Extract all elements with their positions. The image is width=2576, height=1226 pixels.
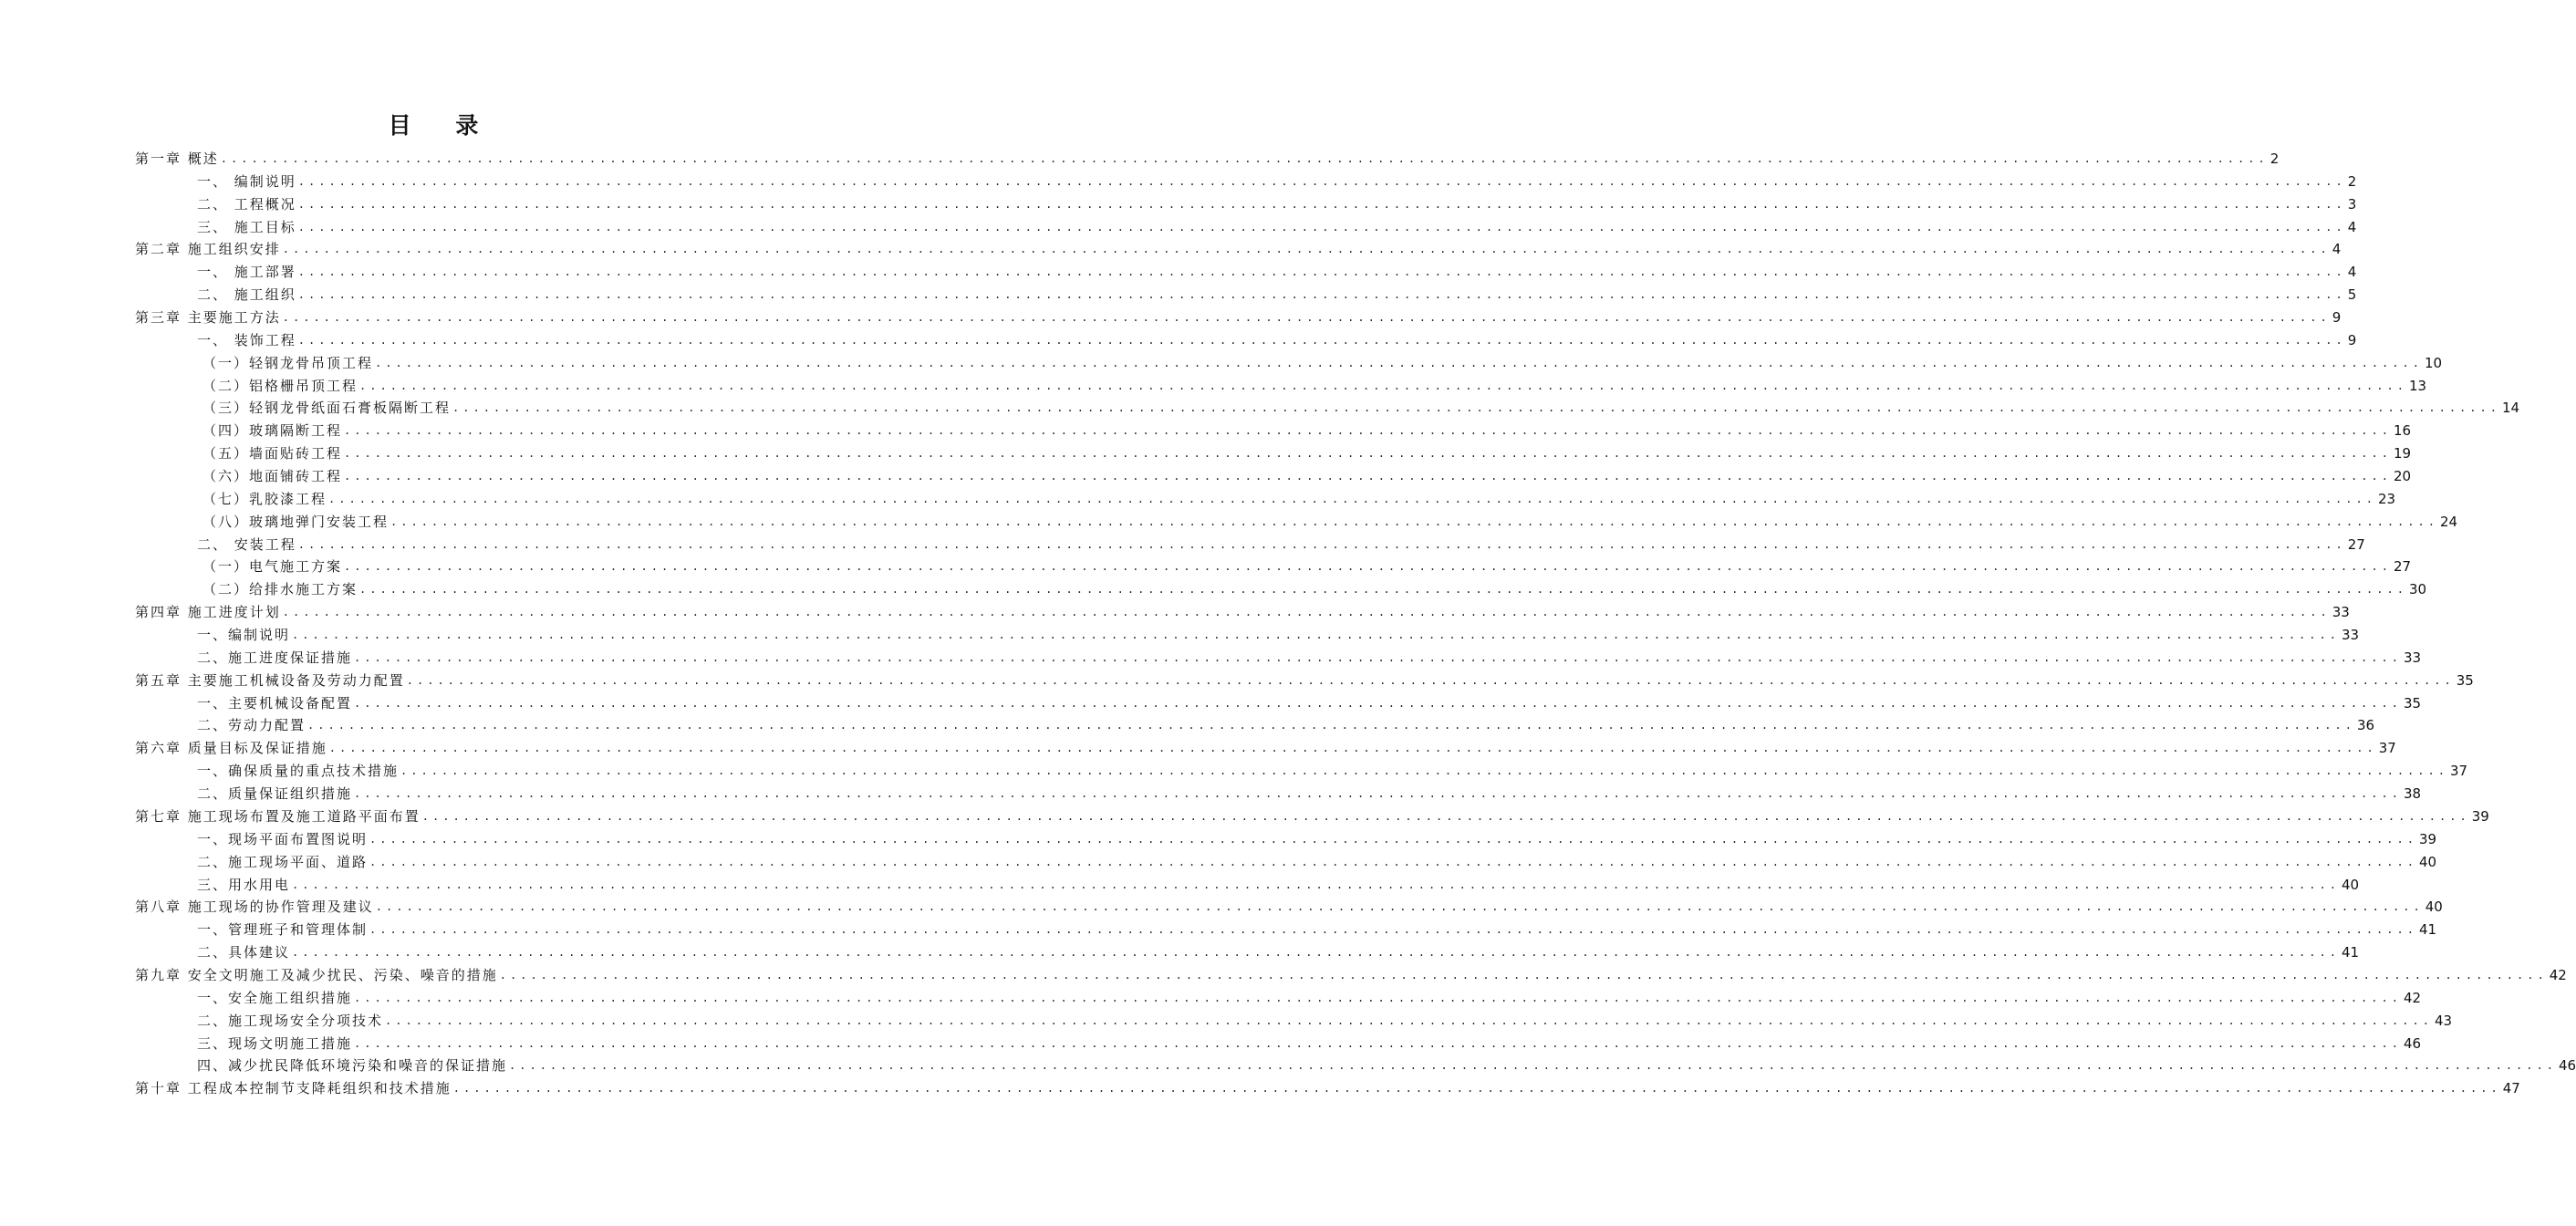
toc-entry-page-number: 24 (2439, 513, 2458, 530)
toc-entry[interactable] (135, 397, 2520, 420)
toc-entry-label: （七）乳胶漆工程 (203, 490, 327, 507)
toc-leader-dots: ........................................................................................................................................................................................................ (297, 333, 2346, 347)
toc-entry-label: 第四章 施工进度计划 (135, 604, 281, 621)
toc-leader-dots: ........................................................................................................................................................................................................ (354, 991, 2402, 1004)
toc-entry-page-number: 37 (2449, 763, 2468, 780)
toc-leader-dots: ........................................................................................................................................................................................................ (297, 220, 2346, 234)
toc-entry-page-number: 37 (2378, 740, 2396, 757)
toc-leader-dots: ........................................................................................................................................................................................................ (359, 379, 2407, 392)
toc-entry-page-number: 39 (2418, 830, 2437, 847)
table-of-contents (135, 148, 2576, 1100)
toc-entry-label: 第七章 施工现场布置及施工道路平面布置 (135, 807, 421, 825)
toc-entry[interactable] (135, 783, 2422, 805)
toc-entry-page-number: 2 (2347, 172, 2357, 190)
toc-entry[interactable] (135, 987, 2422, 1010)
toc-entry[interactable] (135, 941, 2360, 964)
toc-leader-dots: ........................................................................................................................................................................................................ (354, 787, 2402, 801)
toc-entry-page-number: 14 (2501, 400, 2520, 417)
toc-entry-label: （二）给排水施工方案 (203, 581, 358, 598)
toc-entry[interactable] (135, 896, 2443, 919)
toc-entry-page-number: 19 (2393, 445, 2412, 462)
toc-entry[interactable] (135, 647, 2422, 670)
toc-entry[interactable] (135, 420, 2412, 442)
toc-entry-label: 一、编制说明 (197, 627, 291, 644)
toc-entry-label: 四、减少扰民降低环境污染和噪音的保证措施 (197, 1057, 508, 1075)
toc-entry-page-number: 4 (2347, 264, 2357, 281)
toc-entry[interactable] (135, 306, 2342, 329)
toc-leader-dots: ........................................................................................................................................................................................................ (344, 470, 2392, 483)
toc-entry-label: 第五章 主要施工机械设备及劳动力配置 (135, 671, 405, 689)
toc-entry-page-number: 27 (2347, 535, 2365, 553)
toc-entry-page-number: 38 (2403, 785, 2422, 803)
toc-entry-label: 第十章 工程成本控制节支降耗组织和技术措施 (135, 1080, 452, 1097)
toc-entry-page-number: 9 (2332, 309, 2342, 327)
toc-entry-label: 二、施工现场平面、道路 (197, 853, 369, 870)
toc-entry-label: 二、质量保证组织措施 (197, 785, 353, 803)
toc-leader-dots: ........................................................................................................................................................................................................ (369, 832, 2417, 846)
toc-entry[interactable] (135, 261, 2357, 284)
toc-entry-page-number: 42 (2549, 966, 2567, 983)
toc-leader-dots: ........................................................................................................................................................................................................ (328, 742, 2377, 755)
toc-entry[interactable] (135, 511, 2458, 534)
toc-entry[interactable] (135, 329, 2357, 352)
toc-entry[interactable] (135, 692, 2422, 715)
toc-leader-dots: ........................................................................................................................................................................................................ (375, 900, 2424, 914)
toc-entry-page-number: 46 (2558, 1057, 2576, 1075)
toc-entry[interactable] (135, 375, 2427, 398)
toc-entry-label: （一）轻钢龙骨吊顶工程 (203, 354, 374, 371)
toc-leader-dots: ........................................................................................................................................................................................................ (282, 243, 2331, 256)
toc-entry[interactable] (135, 714, 2375, 737)
toc-entry-label: 第二章 施工组织安排 (135, 241, 281, 258)
toc-entry-label: 二、具体建议 (197, 944, 291, 961)
toc-entry[interactable] (135, 737, 2396, 760)
toc-leader-dots: ........................................................................................................................................................................................................ (297, 197, 2346, 211)
toc-leader-dots: ........................................................................................................................................................................................................ (328, 492, 2376, 505)
toc-entry[interactable] (135, 601, 2350, 624)
toc-entry-label: （五）墙面贴砖工程 (203, 445, 343, 462)
toc-entry-page-number: 4 (2332, 241, 2342, 258)
toc-entry[interactable] (135, 534, 2365, 556)
toc-entry[interactable] (135, 805, 2489, 828)
toc-entry[interactable] (135, 1033, 2422, 1055)
toc-entry[interactable] (135, 851, 2437, 874)
toc-leader-dots: ........................................................................................................................................................................................................ (354, 1036, 2402, 1050)
toc-entry-label: （三）轻钢龙骨纸面石膏板隔断工程 (203, 400, 452, 417)
toc-entry-page-number: 40 (2425, 899, 2443, 916)
toc-entry-page-number: 35 (2456, 671, 2474, 689)
toc-entry-page-number: 10 (2424, 354, 2443, 371)
toc-entry-page-number: 20 (2393, 468, 2412, 485)
toc-entry-label: 三、 施工目标 (197, 218, 296, 235)
toc-entry-page-number: 33 (2341, 627, 2360, 644)
toc-entry-page-number: 9 (2347, 331, 2357, 348)
toc-leader-dots: ........................................................................................................................................................................................................ (354, 650, 2402, 664)
toc-entry-label: 一、安全施工组织措施 (197, 989, 353, 1006)
toc-leader-dots: ........................................................................................................................................................................................................ (452, 1082, 2501, 1096)
toc-entry-page-number: 41 (2418, 921, 2437, 939)
toc-leader-dots: ........................................................................................................................................................................................................ (499, 968, 2548, 982)
toc-entry-page-number: 2 (2270, 151, 2280, 167)
toc-leader-dots: ........................................................................................................................................................................................................ (220, 152, 2269, 165)
toc-entry-page-number: 33 (2403, 649, 2422, 666)
toc-entry-label: 一、 施工部署 (197, 264, 296, 281)
toc-leader-dots: ........................................................................................................................................................................................................ (385, 1013, 2433, 1027)
toc-leader-dots: ........................................................................................................................................................................................................ (292, 878, 2340, 891)
toc-leader-dots: ........................................................................................................................................................................................................ (282, 606, 2331, 619)
toc-leader-dots: ........................................................................................................................................................................................................ (297, 288, 2346, 302)
toc-entry[interactable] (135, 556, 2412, 578)
toc-entry[interactable] (135, 442, 2412, 465)
toc-entry-label: （一）电气施工方案 (203, 558, 343, 576)
toc-entry[interactable] (135, 624, 2360, 647)
toc-entry-label: 二、 安装工程 (197, 535, 296, 553)
toc-leader-dots: ........................................................................................................................................................................................................ (369, 855, 2417, 868)
toc-entry[interactable] (135, 148, 2280, 171)
toc-entry[interactable] (135, 1077, 2520, 1100)
toc-entry-page-number: 46 (2403, 1034, 2422, 1052)
toc-entry-label: （二）铝格栅吊顶工程 (203, 377, 358, 394)
toc-entry[interactable] (135, 874, 2360, 897)
toc-leader-dots: ........................................................................................................................................................................................................ (292, 629, 2340, 642)
toc-entry-page-number: 39 (2471, 807, 2489, 825)
toc-leader-dots: ........................................................................................................................................................................................................ (421, 809, 2470, 823)
toc-entry-label: 一、主要机械设备配置 (197, 694, 353, 712)
toc-entry-page-number: 3 (2347, 195, 2357, 213)
toc-leader-dots: ........................................................................................................................................................................................................ (354, 696, 2402, 710)
toc-entry-page-number: 33 (2332, 604, 2350, 621)
toc-entry[interactable] (135, 1055, 2576, 1077)
toc-entry-label: 二、劳动力配置 (197, 717, 306, 734)
toc-entry[interactable] (135, 171, 2357, 193)
toc-leader-dots: ........................................................................................................................................................................................................ (369, 923, 2417, 937)
toc-leader-dots: ........................................................................................................................................................................................................ (375, 356, 2423, 369)
toc-leader-dots: ........................................................................................................................................................................................................ (400, 764, 2448, 778)
toc-entry-label: 第九章 安全文明施工及减少扰民、污染、噪音的措施 (135, 966, 498, 983)
toc-entry[interactable] (135, 760, 2468, 783)
toc-entry[interactable] (135, 216, 2357, 239)
toc-entry-page-number: 36 (2356, 717, 2375, 734)
toc-entry[interactable] (135, 578, 2427, 601)
toc-entry-label: 一、 编制说明 (197, 172, 296, 190)
toc-leader-dots: ........................................................................................................................................................................................................ (282, 311, 2331, 325)
toc-entry-label: 二、 施工组织 (197, 286, 296, 304)
toc-entry-label: 二、施工现场安全分项技术 (197, 1012, 384, 1029)
toc-entry-label: 第六章 质量目标及保证措施 (135, 740, 327, 757)
toc-entry-page-number: 43 (2434, 1012, 2453, 1029)
toc-entry[interactable] (135, 193, 2357, 216)
toc-entry-label: 一、 装饰工程 (197, 331, 296, 348)
toc-leader-dots: ........................................................................................................................................................................................................ (406, 673, 2455, 687)
toc-entry-page-number: 41 (2341, 944, 2360, 961)
toc-entry-label: 一、现场平面布置图说明 (197, 830, 369, 847)
toc-entry[interactable] (135, 488, 2396, 511)
toc-entry[interactable] (135, 964, 2567, 987)
toc-entry-label: 三、现场文明施工措施 (197, 1034, 353, 1052)
toc-entry[interactable] (135, 1010, 2453, 1033)
toc-entry-page-number: 42 (2403, 989, 2422, 1006)
toc-entry[interactable] (135, 919, 2437, 941)
toc-entry-label: 二、施工进度保证措施 (197, 649, 353, 666)
toc-leader-dots: ........................................................................................................................................................................................................ (297, 174, 2346, 188)
toc-leader-dots: ........................................................................................................................................................................................................ (344, 424, 2392, 438)
toc-entry-label: 一、管理班子和管理体制 (197, 921, 369, 939)
toc-entry[interactable] (135, 670, 2474, 692)
toc-leader-dots: ........................................................................................................................................................................................................ (359, 583, 2407, 597)
toc-entry-label: （六）地面铺砖工程 (203, 468, 343, 485)
toc-leader-dots: ........................................................................................................................................................................................................ (390, 514, 2438, 528)
toc-leader-dots: ........................................................................................................................................................................................................ (297, 537, 2346, 551)
toc-entry-page-number: 5 (2347, 286, 2357, 304)
toc-entry[interactable] (135, 465, 2412, 488)
toc-entry[interactable] (135, 284, 2357, 306)
toc-entry-page-number: 35 (2403, 694, 2422, 712)
toc-entry-label: 第八章 施工现场的协作管理及建议 (135, 899, 374, 916)
toc-entry-page-number: 4 (2347, 218, 2357, 235)
page-title: 目 录 (388, 112, 497, 139)
toc-entry-page-number: 16 (2393, 422, 2412, 440)
toc-entry-label: 一、确保质量的重点技术措施 (197, 763, 400, 780)
toc-leader-dots: ........................................................................................................................................................................................................ (452, 401, 2500, 415)
toc-leader-dots: ........................................................................................................................................................................................................ (297, 265, 2346, 279)
toc-entry-label: 二、 工程概况 (197, 195, 296, 213)
toc-entry-label: 第一章 概述 (135, 151, 219, 167)
toc-entry-page-number: 13 (2408, 377, 2427, 394)
toc-leader-dots: ........................................................................................................................................................................................................ (344, 560, 2392, 574)
toc-entry[interactable] (135, 828, 2437, 851)
toc-entry-page-number: 27 (2393, 558, 2412, 576)
toc-entry-label: 三、用水用电 (197, 876, 291, 893)
toc-entry-page-number: 40 (2341, 876, 2360, 893)
toc-entry-page-number: 40 (2418, 853, 2437, 870)
toc-entry-label: （八）玻璃地弹门安装工程 (203, 513, 390, 530)
toc-leader-dots: ........................................................................................................................................................................................................ (344, 447, 2392, 461)
toc-entry[interactable] (135, 238, 2342, 261)
toc-leader-dots: ........................................................................................................................................................................................................ (509, 1059, 2557, 1073)
toc-entry[interactable] (135, 352, 2443, 375)
toc-entry-page-number: 47 (2502, 1080, 2520, 1097)
toc-leader-dots: ........................................................................................................................................................................................................ (307, 719, 2355, 732)
toc-leader-dots: ........................................................................................................................................................................................................ (292, 946, 2340, 960)
toc-entry-label: 第三章 主要施工方法 (135, 309, 281, 327)
toc-entry-page-number: 30 (2408, 581, 2427, 598)
toc-entry-page-number: 23 (2377, 490, 2396, 507)
toc-entry-label: （四）玻璃隔断工程 (203, 422, 343, 440)
